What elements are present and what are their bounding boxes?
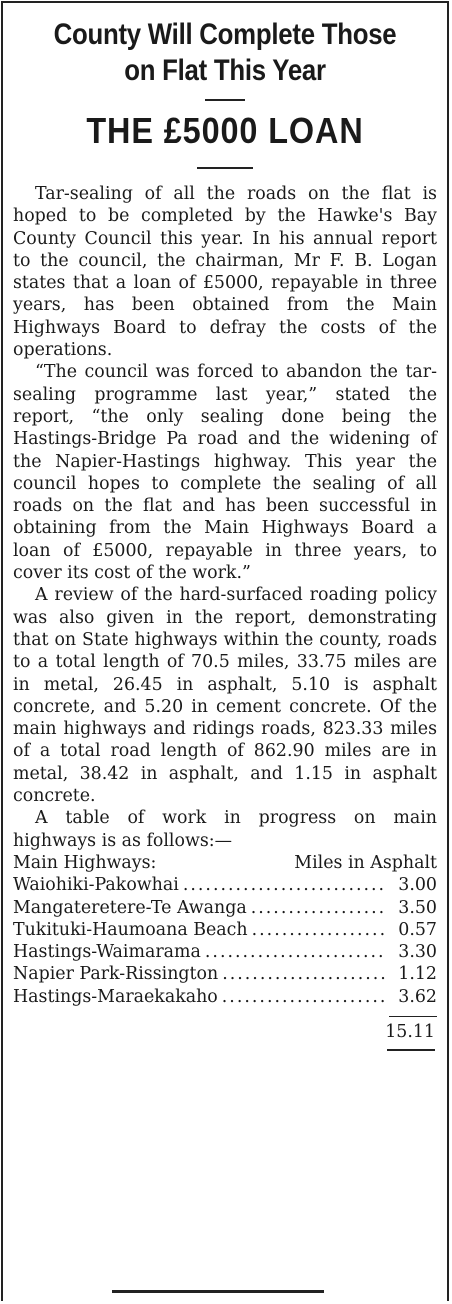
row-miles: 3.00	[398, 875, 437, 896]
row-name: Hastings-Waimarama	[13, 942, 201, 963]
paragraph-2: “The council was forced to abandon the tar-sealing programme last year,” stated the report, “the only sealing done being the Hastings-Bridge Pa road and the widening of the Napier-Hastings highway. This year the council hopes to complete the sealing of all roads on the flat and has been successful in obtaining from the Main Highways Board a loan of £5000, repayable in three years, to cover its cost of the work.”	[13, 362, 437, 584]
row-name: Mangateretere-Te Awanga	[13, 897, 247, 918]
headline-line-1: County Will Complete Those	[53, 18, 397, 51]
table-header-highways: Main Highways:	[13, 852, 157, 873]
table-header-miles: Miles in Asphalt	[294, 852, 437, 873]
table-row	[13, 919, 437, 941]
row-name: Hastings-Maraekakaho	[13, 986, 218, 1007]
row-miles: 3.50	[398, 897, 437, 918]
table-row	[13, 897, 437, 919]
paragraph-4: A table of work in progress on main highways is as follows:—	[13, 808, 437, 851]
article-frame	[1, 1, 449, 1301]
divider	[197, 167, 253, 169]
leader-dots	[252, 919, 385, 941]
table-total: 15.11	[385, 1021, 435, 1042]
row-miles: 1.12	[398, 964, 437, 985]
row-miles: 3.30	[398, 942, 437, 963]
row-name: Tukituki-Haumoana Beach	[13, 919, 248, 940]
row-miles: 3.62	[398, 986, 437, 1007]
headline-line-2: on Flat This Year	[124, 54, 326, 87]
article-body	[13, 183, 437, 852]
leader-dots	[222, 986, 385, 1008]
paragraph-3: A review of the hard-surfaced roading policy was also given in the report, demonstrating that on State highways within the county, roads to a total length of 70.5 miles, 33.75 miles are in metal, 26.45 in asphalt, 5.10 is asphalt concrete, and 5.20 in cement concrete. Of the main highways and ridings roads, 823.33 miles of a total road length of 862.90 miles are in metal, 38.42 in asphalt, and 1.15 in asphalt concrete.	[13, 585, 437, 807]
divider	[205, 99, 245, 101]
table-header	[13, 852, 437, 874]
headline	[41, 17, 409, 89]
paragraph-1: Tar-sealing of all the roads on the flat is hoped to be completed by the Hawke's Bay County Council this year. In his annual report to the council, the chairman, Mr F. B. Logan states that a loan of £5000, repayable in three years, has been obtained from the Main Highways Board to defray the costs of the operations.	[13, 184, 437, 361]
leader-dots	[251, 897, 385, 919]
leader-dots	[205, 941, 385, 963]
leader-dots	[183, 874, 385, 896]
sum-rule	[389, 1016, 437, 1017]
table-row	[13, 941, 437, 963]
subheadline: THE £5000 LOAN	[86, 110, 364, 151]
table-row	[13, 986, 437, 1008]
row-miles: 0.57	[398, 919, 437, 940]
asphalt-table	[13, 852, 437, 1051]
table-row	[13, 874, 437, 896]
end-rule	[112, 1290, 324, 1293]
sum-rule-bottom	[387, 1049, 435, 1051]
leader-dots	[222, 963, 385, 985]
row-name: Waiohiki-Pakowhai	[13, 875, 179, 896]
table-row	[13, 963, 437, 985]
row-name: Napier Park-Rissington	[13, 964, 219, 985]
